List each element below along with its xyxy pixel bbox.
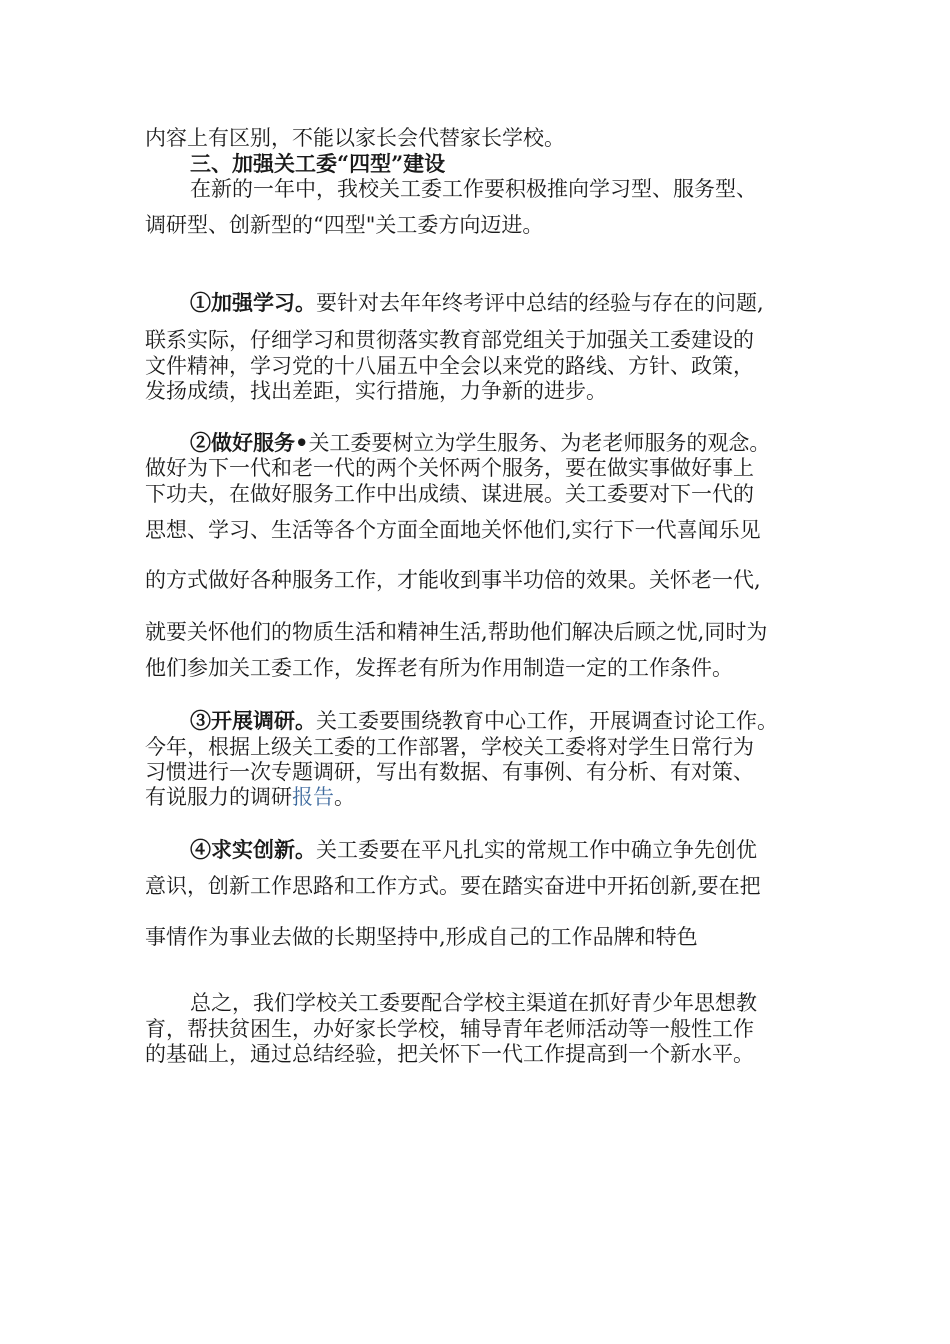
text-line: 的方式做好各种服务工作，才能收到事半功倍的效果。关怀老一代, — [145, 568, 761, 592]
text-line: 做好为下一代和老一代的两个关怀两个服务，要在做实事做好事上 — [145, 456, 754, 480]
paragraph-innovation-first-line — [190, 837, 757, 863]
lead-research: ③开展调研。 — [190, 708, 316, 733]
text-segment: 有说服力的调研 — [145, 785, 292, 809]
text-line: 他们参加关工委工作，发挥老有所为作用制造一定的工作条件。 — [145, 656, 733, 680]
text-line: 关工委要围绕教育中心工作，开展调查讨论工作。 — [316, 709, 778, 733]
report-link[interactable]: 报告 — [292, 785, 334, 809]
text-line: 关工委要树立为学生服务、为老老师服务的观念。 — [308, 431, 771, 455]
text-line: 的基础上，通过总结经验，把关怀下一代工作提高到一个新水平。 — [145, 1042, 754, 1066]
lead-service: ②做好服务• — [190, 430, 309, 455]
text-line: 在新的一年中，我校关工委工作要积极推向学习型、服务型、 — [190, 177, 757, 201]
lead-innovation: ④求实创新。 — [190, 837, 316, 862]
text-line: 总之，我们学校关工委要配合学校主渠道在抓好青少年思想教 — [190, 991, 757, 1015]
text-line: 育，帮扶贫困生，办好家长学校，辅导青年老师活动等一般性工作 — [145, 1017, 754, 1041]
text-line: 下功夫，在做好服务工作中出成绩、谋进展。关工委要对下一代的 — [145, 482, 754, 506]
text-segment: 。 — [334, 785, 355, 809]
text-line: 习惯进行一次专题调研，写出有数据、有事例、有分析、有对策、 — [145, 760, 754, 784]
text-line: 内容上有区别，不能以家长会代替家长学校。 — [145, 126, 565, 150]
section-heading: 三、加强关工委“四型”建设 — [190, 151, 446, 176]
text-line — [145, 784, 355, 810]
text-line: 事情作为事业去做的长期坚持中,形成自己的工作品牌和特色 — [145, 925, 698, 949]
text-line: 关工委要在平凡扎实的常规工作中确立争先创优 — [316, 838, 757, 862]
lead-study: ①加强学习。 — [190, 290, 316, 315]
text-line: 意识，创新工作思路和工作方式。要在踏实奋进中开拓创新,要在把 — [145, 874, 761, 898]
paragraph-service-first-line — [190, 430, 770, 456]
text-line: 文件精神，学习党的十八届五中全会以来党的路线、方针、政策， — [145, 354, 754, 378]
text-line: 调研型、创新型的“四型"关工委方向迈进。 — [145, 213, 544, 237]
text-line: 要针对去年年终考评中总结的经验与存在的问题, — [316, 291, 764, 315]
paragraph-research-first-line — [190, 708, 778, 734]
text-line: 就要关怀他们的物质生活和精神生活,帮助他们解决后顾之忧,同时为 — [145, 620, 768, 644]
text-line: 联系实际，仔细学习和贯彻落实教育部党组关于加强关工委建设的 — [145, 328, 754, 352]
text-line: 思想、学习、生活等各个方面全面地关怀他们,实行下一代喜闻乐见 — [145, 518, 761, 542]
paragraph-study-first-line — [190, 290, 764, 316]
text-line: 今年，根据上级关工委的工作部署，学校关工委将对学生日常行为 — [145, 735, 754, 759]
text-line: 发扬成绩，找出差距，实行措施，力争新的进步。 — [145, 379, 607, 403]
